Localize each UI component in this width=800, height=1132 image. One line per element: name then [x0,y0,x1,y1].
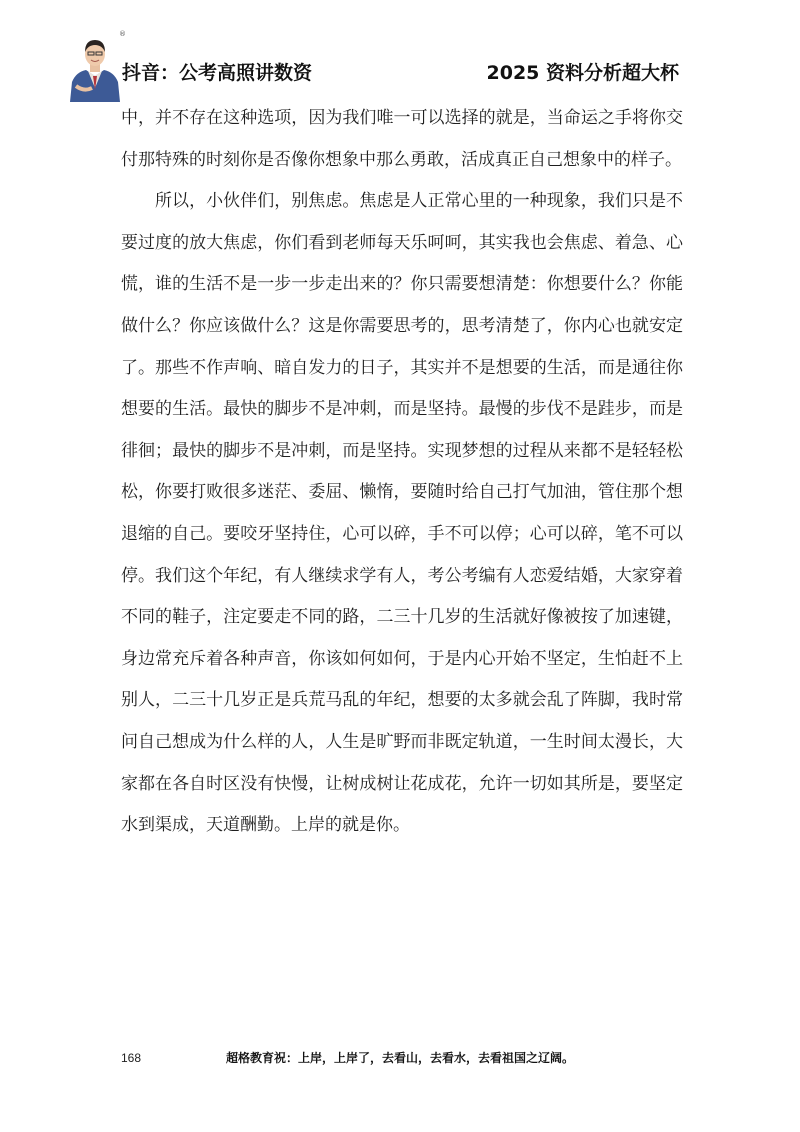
body-text [121,98,683,847]
paragraph-continued: 中，并不存在这种选项，因为我们唯一可以选择的就是，当命运之手将你交付那特殊的时刻你是否像你想象中那么勇敢，活成真正自己想象中的样子。 [121,108,683,170]
registered-mark: ® [119,30,126,38]
header-brand: 抖音：公考高照讲数资 [122,62,313,84]
paragraph: 所以，小伙伴们，别焦虑。焦虑是人正常心里的一种现象，我们只是不要过度的放大焦虑，你们看到老师每天乐呵呵，其实我也会焦虑、着急、心慌，谁的生活不是一步一步走出来的？你只需要想清楚：你想要什么？你能做什么？你应该做什么？这是你需要思考的，思考清楚了，你内心也就安定了。那些不作声响、暗自发力的日子，其实并不是想要的生活，而是通往你想要的生活。最快的脚步不是冲刺，而是坚持。最慢的步伐不是跬步，而是徘徊；最快的脚步不是冲刺，而是坚持。实现梦想的过程从来都不是轻轻松松，你要打败很多迷茫、委屈、懒惰，要随时给自己打气加油，管住那个想退缩的自己。要咬牙坚持住，心可以碎，手不可以停；心可以碎，笔不可以停。我们这个年纪，有人继续求学有人，考公考编有人恋爱结婚，大家穿着不同的鞋子，注定要走不同的路，二三十几岁的生活就好像被按了加速键，身边常充斥着各种声音，你该如何如何，于是内心开始不坚定，生怕赶不上别人，二三十几岁正是兵荒马乱的年纪，想要的太多就会乱了阵脚，我时常问自己想成为什么样的人，人生是旷野而非既定轨道，一生时间太漫长，大家都在各自时区没有快慢，让树成树让花成花，允许一切如其所是，要坚定水到渠成，天道酬勤。上岸的就是你。 [121,191,683,836]
footer-motto: 超格教育祝：上岸，上岸了，去看山，去看水，去看祖国之辽阔。 [226,1051,575,1065]
author-portrait-icon [68,30,122,102]
author-photo [68,30,122,102]
header-book-title: 2025 资料分析超大杯 [486,62,679,84]
page-number: 168 [121,1051,142,1065]
